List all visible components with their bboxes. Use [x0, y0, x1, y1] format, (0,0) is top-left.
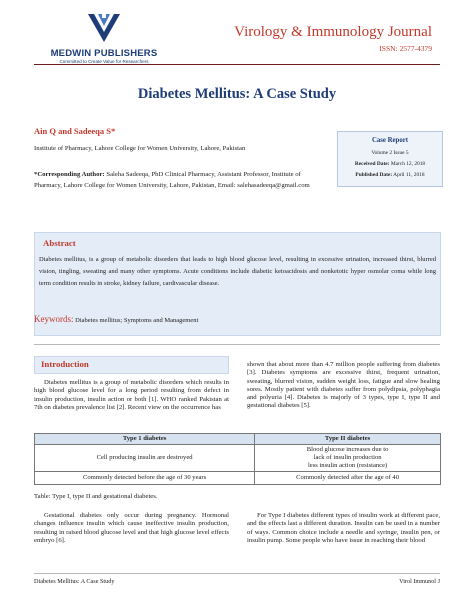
- keywords-label: Keywords:: [34, 314, 74, 324]
- table-cell: Commonly detected after the age of 40: [255, 472, 441, 485]
- corresponding-text: Saleha Sadeeqa, PhD Clinical Pharmacy, Assistant Professor, Institute of Pharmacy, Lahore College for Women University, Lahore, Pakistan, Email: salehasadeeqa@gmail.com: [34, 171, 310, 190]
- publisher-logo: [34, 12, 174, 68]
- introduction-heading-box: [34, 356, 229, 374]
- publisher-name: MEDWIN PUBLISHERS: [50, 48, 158, 59]
- table-cell-line: Blood glucose increases due to: [306, 446, 389, 453]
- body-right-paragraph: For Type I diabetes different types of insulin work at different pace, and the effects last a different duration. Insulin can be used in a number of ways. Common choice include a needle and syringe, insulin pen, or insulin pump. Some people who have issue in reaching their blood: [247, 512, 440, 544]
- journal-title: Virology & Immunology Journal: [234, 24, 432, 40]
- intro-right-paragraph: shown that about more than 4.7 million people suffering from diabetes [3]. Diabetes symptoms are excessive thirst, frequent urination, sweating, blurred vision, sudden weight loss, fatigue and slow healing sores. Mostly patient with diabetes suffer from polydipsia, polyphagia and polyuria [4]. Diabetes is majorly of 3 types, type I, type II and gestational diabetes [5].: [247, 361, 440, 410]
- body-left-paragraph: Gestational diabetes only occur during pregnancy. Hormonal changes influence insulin which cause ineffective insulin production, resulting in raised blood glucose level and that high glucose level effects embryo [6].: [34, 512, 229, 544]
- published-date: [338, 172, 442, 178]
- abstract-text: Diabetes mellitus, is a group of metabolic disorders that leads to high blood glucose level, resulting in excessive urination, increased thirst, blurred vision, tingling, sweating and many other symptoms. Acute conditions include diabetic ketoacidosis and nonketotic hyper osmolar coma while long term condition results in stroke, kidney failure, cardivascular disease.: [39, 256, 436, 288]
- table-cell: Cell producing insulin are destroyed: [35, 445, 255, 472]
- footer-divider: [34, 573, 440, 574]
- published-label: Published Date:: [355, 172, 393, 178]
- table-header-type1: Type 1 diabetes: [35, 434, 255, 445]
- introduction-heading: Introduction: [41, 359, 89, 369]
- affiliation: Institute of Pharmacy, Lahore College for Women University, Lahore, Pakistan: [34, 145, 246, 152]
- section-divider: [34, 344, 440, 345]
- received-value: March 12, 2018: [389, 161, 426, 167]
- table-cell-line: lack of insulin production: [313, 454, 382, 461]
- keywords: [34, 314, 198, 324]
- diabetes-types-table: [34, 433, 441, 485]
- intro-left-paragraph: Diabetes mellitus is a group of metabolic disorders which results in high blood glucose level for a long period resulting from defect in insulin production, insulin action or both [1]. WHO ranked Pakistan at 7th on diabetes prevalence list [2]. Recent view on the occurrence has: [34, 379, 229, 411]
- keywords-text: Diabetes mellitus; Symptoms and Management: [73, 317, 199, 324]
- table-cell: [255, 445, 441, 472]
- header-divider: [34, 64, 440, 65]
- journal-issn: ISSN: 2577-4379: [379, 44, 432, 53]
- corresponding-label: *Corresponding Author:: [34, 171, 105, 178]
- publisher-tagline: Committed to Create Value for Researchers: [59, 59, 149, 64]
- article-title: Diabetes Mellitus: A Case Study: [137, 86, 337, 102]
- footer-journal-abbrev: Virol Immunol J: [399, 578, 440, 585]
- table-cell-line: less insulin action (resistance): [307, 462, 388, 469]
- table-row: [35, 445, 441, 472]
- table-row: [35, 472, 441, 485]
- table-header-row: [35, 434, 441, 445]
- table-caption: Table: Type I, type II and gestational diabetes.: [34, 493, 158, 500]
- case-volume: Volume 2 Issue 5: [371, 150, 409, 156]
- footer-article-title: Diabetes Mellitus: A Case Study: [34, 578, 115, 585]
- medwin-logo-icon: [84, 12, 124, 48]
- abstract-heading: Abstract: [43, 238, 76, 248]
- received-label: Received Date:: [354, 161, 390, 167]
- authors: Ain Q and Sadeeqa S*: [34, 126, 116, 136]
- table-header-type2: Type II diabetes: [255, 434, 441, 445]
- published-value: April 11, 2018: [392, 172, 425, 178]
- case-report-title: Case Report: [371, 137, 409, 144]
- received-date: [338, 161, 442, 167]
- case-report-box: [337, 131, 443, 187]
- corresponding-author: [34, 169, 329, 191]
- table-cell: Commonly detected before the age of 30 years: [35, 472, 255, 485]
